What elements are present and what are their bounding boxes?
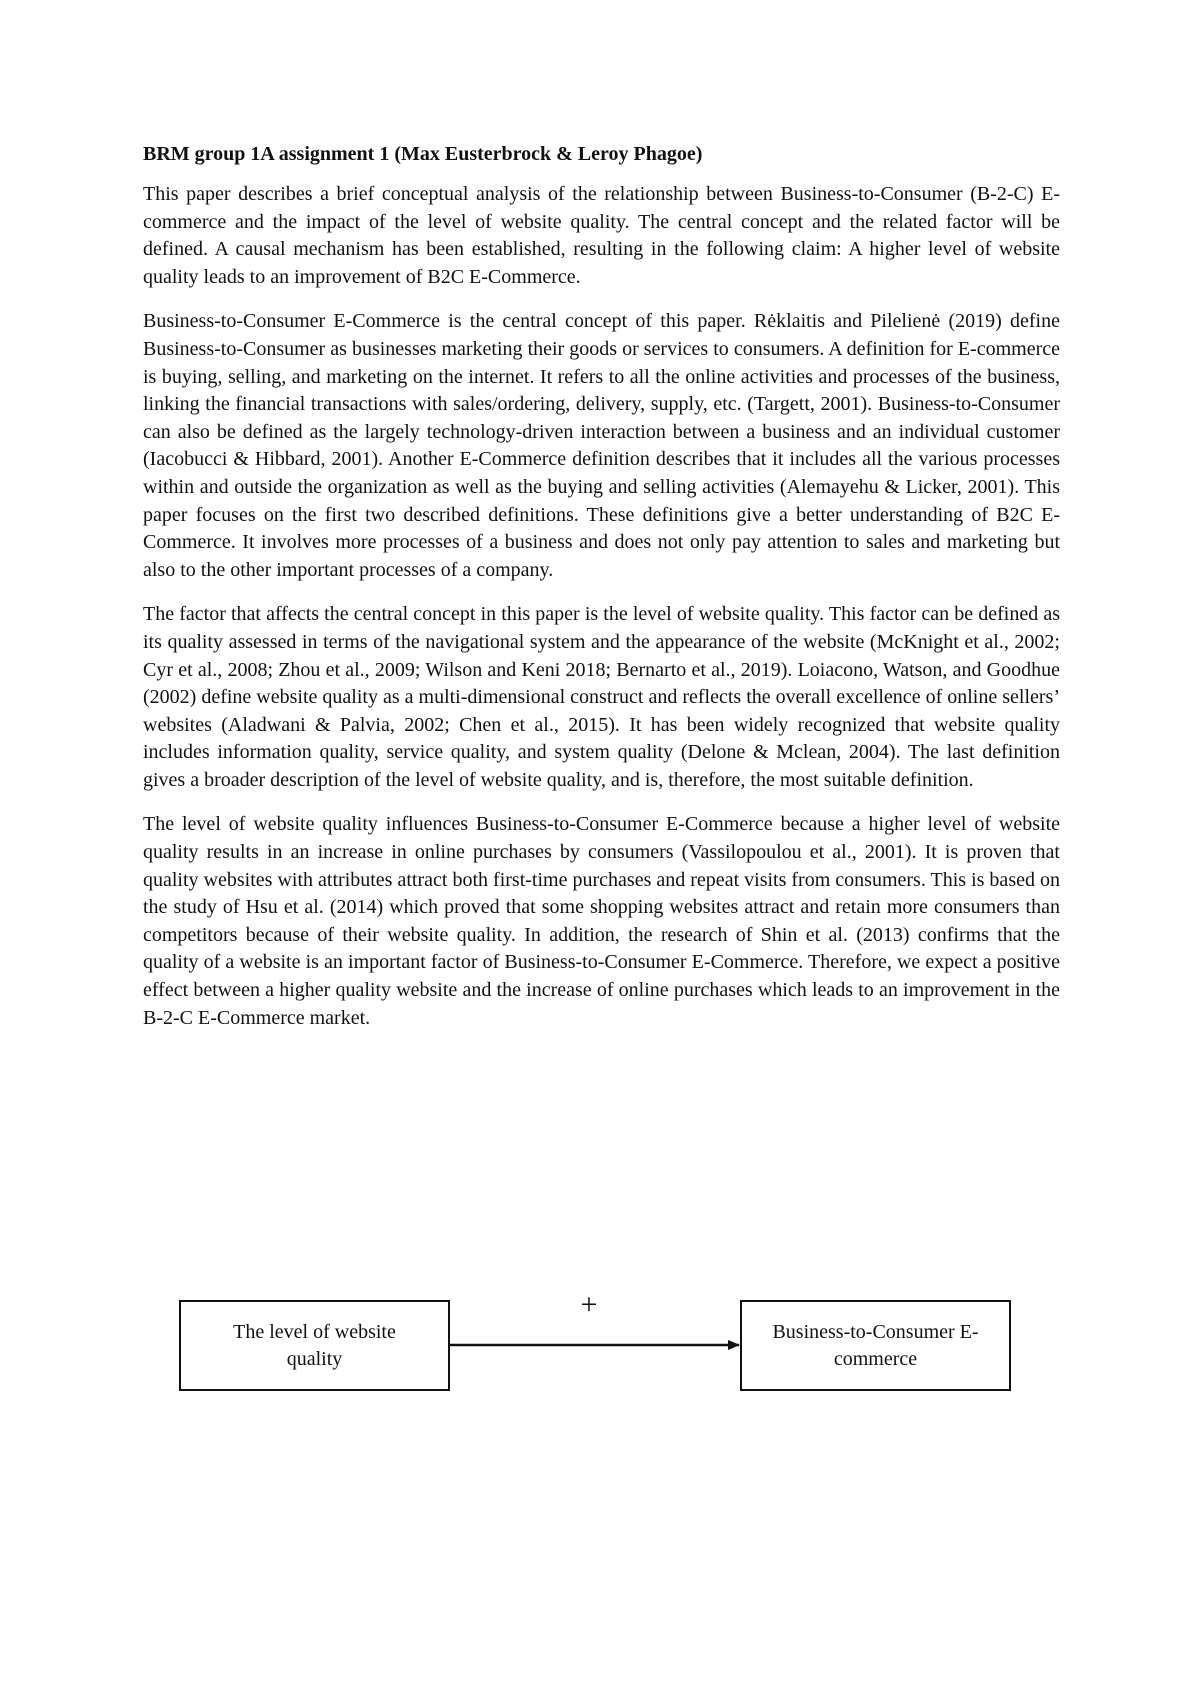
document-title: BRM group 1A assignment 1 (Max Eusterbrock & Leroy Phagoe) [143,143,703,165]
effect-label: Business-to-Consumer E-commerce [772,1320,979,1370]
effect-box [740,1300,1011,1391]
paragraph-central-concept: Business-to-Consumer E-Commerce is the central concept of this paper. Rėklaitis and Pilelienė (2019) define Business-to-Consumer as businesses marketing their goods or services to consumers. A definition for E-commerce is buying, selling, and marketing on the internet. It refers to all the online activities and processes of the business, linking the financial transactions with sales/ordering, delivery, supply, etc. (Targett, 2001). Business-to-Consumer can also be defined as the largely technology-driven interaction between a business and an individual customer (Iacobucci & Hibbard, 2001). Another E-Commerce definition describes that it includes all the various processes within and outside the organization as well as the buying and selling activities (Alemayehu & Licker, 2001). This paper focuses on the first two described definitions. These definitions give a better understanding of B2C E-Commerce. It involves more processes of a business and does not only pay attention to sales and marketing but also to the other important processes of a company. [143,310,1060,581]
cause-label: The level of website quality [233,1320,396,1370]
cause-box [179,1300,450,1391]
relation-sign: + [580,1288,598,1321]
document-body [143,140,1060,1049]
paragraph-factor: The factor that affects the central concept in this paper is the level of website quality. This factor can be defined as its quality assessed in terms of the navigational system and the appearance of the website (McKnight et al., 2002; Cyr et al., 2008; Zhou et al., 2009; Wilson and Keni 2018; Bernarto et al., 2019). Loiacono, Watson, and Goodhue (2002) define website quality as a multi-dimensional construct and reflects the overall excellence of online sellers’ websites (Aladwani & Palvia, 2002; Chen et al., 2015). It has been widely recognized that website quality includes information quality, service quality, and system quality (Delone & Mclean, 2004). The last definition gives a broader description of the level of website quality, and is, therefore, the most suitable definition. [143,603,1060,791]
paragraph-causal-mechanism: The level of website quality influences Business-to-Consumer E-Commerce because a higher level of website quality results in an increase in online purchases by consumers (Vassilopoulou et al., 2001). It is proven that quality websites with attributes attract both first-time purchases and repeat visits from consumers. This is based on the study of Hsu et al. (2014) which proved that some shopping websites attract and retain more consumers than competitors because of their website quality. In addition, the research of Shin et al. (2013) confirms that the quality of a website is an important factor of Business-to-Consumer E-Commerce. Therefore, we expect a positive effect between a higher quality website and the increase of online purchases which leads to an improvement in the B-2-C E-Commerce market. [143,813,1060,1029]
paragraph-introduction: This paper describes a brief conceptual analysis of the relationship between Business-to-Consumer (B-2-C) E-commerce and the impact of the level of website quality. The central concept and the related factor will be defined. A causal mechanism has been established, resulting in the following claim: A higher level of website quality leads to an improvement of B2C E-Commerce. [143,183,1060,288]
